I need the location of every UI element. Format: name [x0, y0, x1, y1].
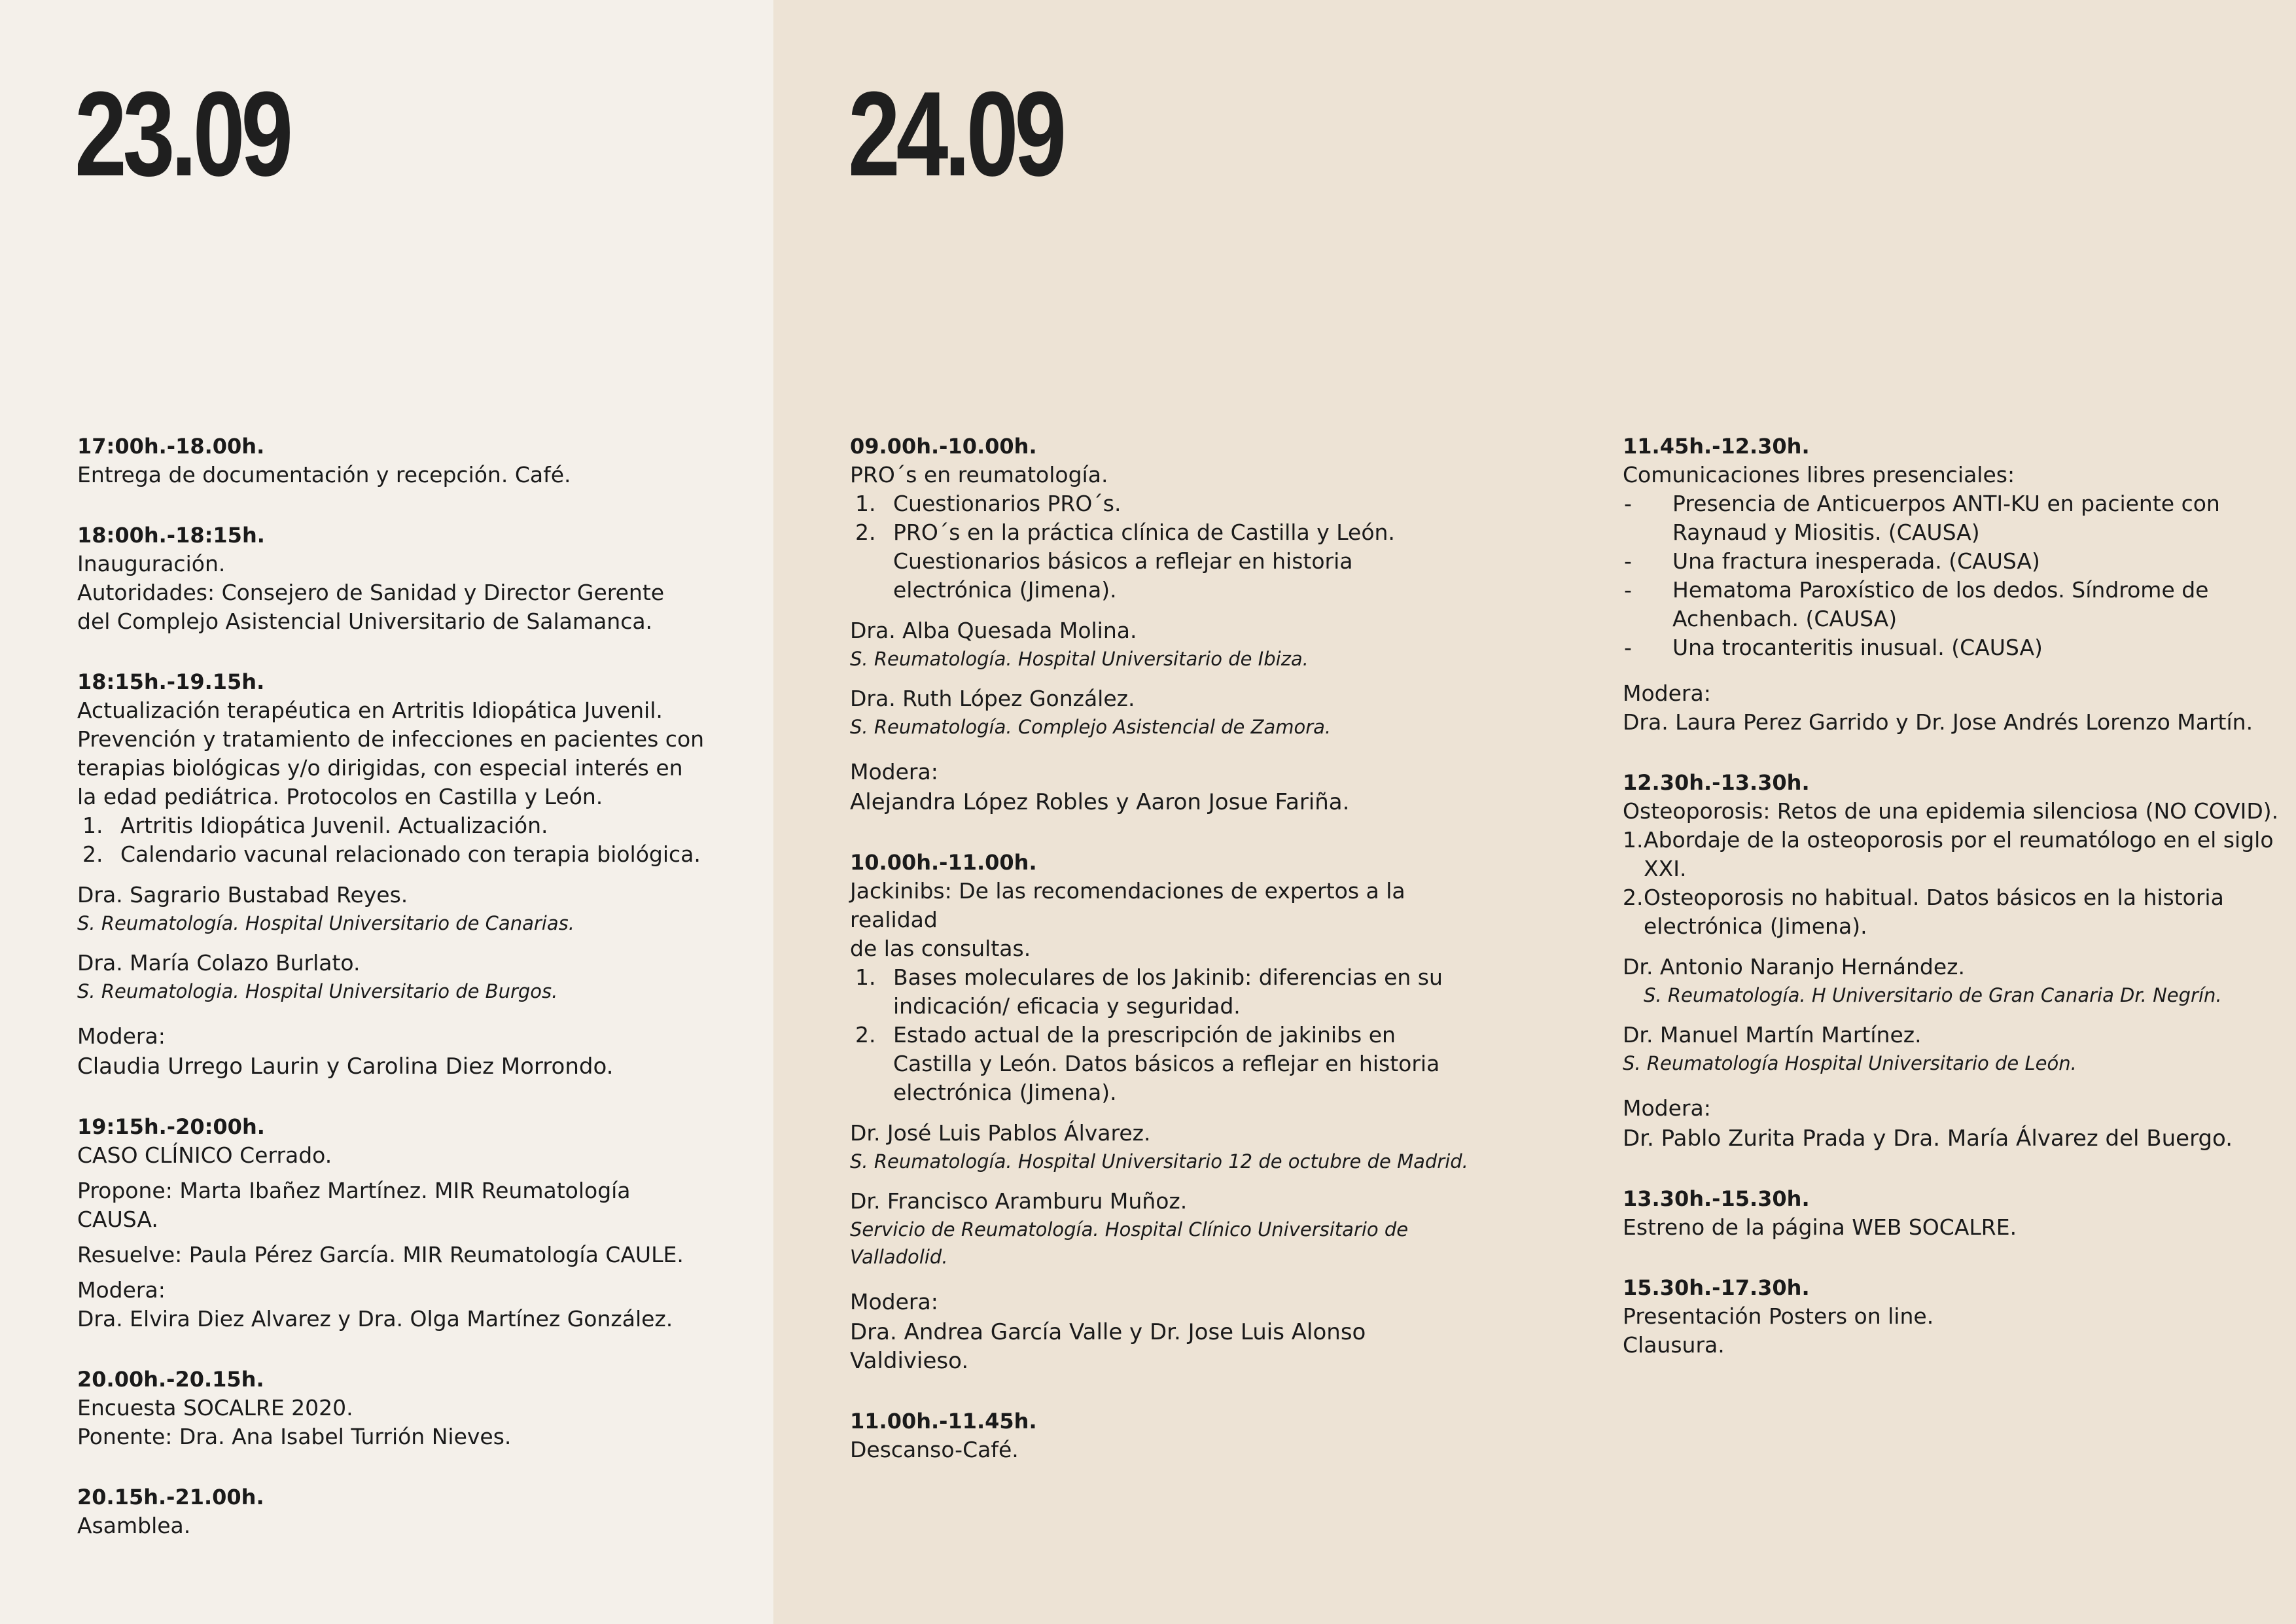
session-text: Estreno de la página WEB SOCALRE. — [1623, 1214, 2017, 1240]
session-text: Presentación Posters on line. — [1623, 1303, 1934, 1329]
moderator-label: Modera: — [850, 759, 938, 785]
speaker-affiliation: Servicio de Reumatología. Hospital Clínico Universitario de Valladolid. — [850, 1218, 1409, 1268]
session-text: PRO´s en reumatología. — [850, 462, 1108, 487]
session-text: Descanso-Café. — [850, 1437, 1019, 1462]
item-bullet: - — [1624, 577, 1632, 603]
list-item — [1623, 489, 2284, 547]
item-number: 2. — [82, 841, 103, 867]
topic-list — [77, 811, 705, 869]
session-time: 11.00h.-11.45h. — [850, 1409, 1037, 1434]
session-text: Actualización terapéutica en Artritis Idiopática Juvenil. — [77, 697, 663, 723]
session-text: Osteoporosis: Retos de una epidemia silenciosa (NO COVID). — [1623, 798, 2279, 824]
list-item — [850, 518, 1478, 605]
session-time: 10.00h.-11.00h. — [850, 850, 1037, 875]
list-item — [1623, 547, 2284, 576]
item-text: Abordaje de la osteoporosis por el reumatólogo en el siglo XXI. — [1644, 827, 2274, 881]
session-time: 11.45h.-12.30h. — [1623, 434, 1810, 459]
moderator-names: Dr. Pablo Zurita Prada y Dra. María Álvarez del Buergo. — [1623, 1125, 2233, 1152]
list-item — [77, 811, 705, 840]
item-number: 1. — [855, 964, 876, 990]
item-text: Cuestionarios PRO´s. — [893, 491, 1122, 516]
item-text: Artritis Idiopática Juvenil. Actualización. — [120, 813, 548, 838]
session — [77, 1112, 705, 1333]
list-item — [850, 963, 1478, 1021]
session — [77, 1483, 705, 1540]
item-bullet: - — [1624, 635, 1632, 660]
day1-date: 23.09 — [75, 66, 289, 201]
speaker-name: Dra. Ruth López González. — [850, 686, 1135, 711]
session-time: 15.30h.-17.30h. — [1623, 1275, 1810, 1300]
session-time: 20.00h.-20.15h. — [77, 1367, 264, 1392]
item-text: PRO´s en la práctica clínica de Castilla y León. Cuestionarios básicos a reflejar en historia electrónica (Jimena). — [893, 520, 1395, 603]
moderator-label: Modera: — [850, 1289, 938, 1315]
session-text: Ponente: Dra. Ana Isabel Turrión Nieves. — [77, 1424, 512, 1449]
item-bullet: - — [1624, 548, 1632, 574]
speaker-affiliation: S. Reumatología. H Universitario de Gran Canaria Dr. Negrín. — [1644, 984, 2222, 1006]
session-text: Entrega de documentación y recepción. Café. — [77, 462, 571, 487]
session-time: 19:15h.-20:00h. — [77, 1114, 265, 1139]
item-text: Calendario vacunal relacionado con terapia biológica. — [120, 841, 701, 867]
session-text: Encuesta SOCALRE 2020. — [77, 1395, 353, 1421]
item-text: Bases moleculares de los Jakinib: diferencias en su indicación/ eficacia y seguridad. — [893, 964, 1443, 1019]
speaker-affiliation: S. Reumatología. Hospital Universitario de Ibiza. — [850, 648, 1309, 670]
speaker-name: Dr. Antonio Naranjo Hernández. — [1623, 954, 1965, 980]
item-number: 1. — [1623, 827, 1644, 853]
session-text: Asamblea. — [77, 1513, 191, 1538]
speaker-name: Dra. Sagrario Bustabad Reyes. — [77, 882, 408, 908]
moderator-label: Modera: — [1623, 680, 1711, 706]
session-text: Resuelve: Paula Pérez García. MIR Reumatología CAULE. — [77, 1242, 684, 1267]
session — [77, 521, 705, 636]
item-bullet: - — [1624, 491, 1632, 516]
topic-list — [850, 963, 1478, 1107]
session — [850, 848, 1478, 1375]
session-text: de las consultas. — [850, 936, 1031, 961]
session-time: 18:15h.-19.15h. — [77, 669, 265, 694]
session — [850, 432, 1478, 817]
list-item — [850, 1021, 1478, 1107]
moderator-names: Dra. Laura Perez Garrido y Dr. Jose Andrés Lorenzo Martín. — [1623, 709, 2253, 735]
speaker-affiliation: S. Reumatología Hospital Universitario de León. — [1623, 1052, 2077, 1074]
session — [1623, 1184, 2284, 1242]
moderator-label: Modera: — [1623, 1095, 1711, 1121]
session-text: Jackinibs: De las recomendaciones de expertos a la realidad — [850, 878, 1405, 932]
day2-column-right — [1623, 432, 2284, 1391]
moderator-names: Dra. Elvira Diez Alvarez y Dra. Olga Martínez González. — [77, 1306, 673, 1332]
day2-column-left — [850, 432, 1478, 1496]
item-text: Hematoma Paroxístico de los dedos. Síndrome de Achenbach. (CAUSA) — [1672, 577, 2209, 631]
communications-list — [1623, 489, 2284, 662]
session — [1623, 1273, 2284, 1360]
speaker-affiliation: S. Reumatologia. Hospital Universitario de Burgos. — [77, 980, 558, 1002]
speaker-affiliation: S. Reumatología. Hospital Universitario 12 de octubre de Madrid. — [850, 1150, 1468, 1173]
session — [850, 1407, 1478, 1464]
session-time: 09.00h.-10.00h. — [850, 434, 1037, 459]
session-text: Propone: Marta Ibañez Martínez. MIR Reumatología CAUSA. — [77, 1178, 631, 1232]
session-text: CASO CLÍNICO Cerrado. — [77, 1142, 332, 1168]
moderator-names: Alejandra López Robles y Aaron Josue Fariña. — [850, 789, 1350, 815]
day2-date: 24.09 — [848, 66, 1063, 201]
list-item — [850, 489, 1478, 518]
speaker-name: Dr. Francisco Aramburu Muñoz. — [850, 1188, 1188, 1214]
moderator-label: Modera: — [77, 1277, 166, 1303]
speaker-name: Dra. María Colazo Burlato. — [77, 950, 361, 976]
session-text: del Complejo Asistencial Universitario de Salamanca. — [77, 609, 653, 634]
speaker-name: Dra. Alba Quesada Molina. — [850, 618, 1137, 643]
list-item — [1623, 576, 2284, 633]
day1-column — [77, 432, 705, 1572]
session-time: 12.30h.-13.30h. — [1623, 770, 1810, 795]
list-item — [1623, 633, 2284, 662]
speaker-affiliation: S. Reumatología. Complejo Asistencial de Zamora. — [850, 716, 1332, 738]
session — [1623, 432, 2284, 737]
list-item — [1623, 883, 2284, 941]
moderator-label: Modera: — [77, 1023, 166, 1049]
session-time: 18:00h.-18:15h. — [77, 523, 265, 548]
session — [77, 432, 705, 489]
session — [77, 1365, 705, 1451]
topic-list — [1623, 826, 2284, 941]
session-time: 20.15h.-21.00h. — [77, 1485, 264, 1509]
session-text: Autoridades: Consejero de Sanidad y Director Gerente — [77, 580, 665, 605]
item-number: 2. — [855, 1022, 876, 1048]
item-text: Una fractura inesperada. (CAUSA) — [1672, 548, 2040, 574]
session-text: Inauguración. — [77, 551, 226, 576]
list-item — [77, 840, 705, 869]
session-time: 13.30h.-15.30h. — [1623, 1186, 1810, 1211]
moderator-names: Claudia Urrego Laurin y Carolina Diez Morrondo. — [77, 1053, 614, 1080]
item-number: 1. — [855, 491, 876, 516]
moderator-names: Dra. Andrea García Valle y Dr. Jose Luis Alonso Valdivieso. — [850, 1319, 1366, 1374]
session-text: la edad pediátrica. Protocolos en Castilla y León. — [77, 784, 603, 809]
item-text: Estado actual de la prescripción de jakinibs en Castilla y León. Datos básicos a reflejar en historia electrónica (Jimena). — [893, 1022, 1440, 1105]
session-text: Clausura. — [1623, 1332, 1725, 1358]
session-text: Comunicaciones libres presenciales: — [1623, 462, 2015, 487]
topic-list — [850, 489, 1478, 605]
list-item — [1623, 826, 2284, 883]
item-text: Una trocanteritis inusual. (CAUSA) — [1672, 635, 2043, 660]
session — [77, 667, 705, 1081]
speaker-affiliation: S. Reumatología. Hospital Universitario de Canarias. — [77, 912, 574, 934]
item-text: Presencia de Anticuerpos ANTI-KU en paciente con Raynaud y Miositis. (CAUSA) — [1672, 491, 2220, 545]
speaker-name: Dr. José Luis Pablos Álvarez. — [850, 1120, 1151, 1146]
session-text: Prevención y tratamiento de infecciones en pacientes con — [77, 726, 705, 752]
item-number: 1. — [82, 813, 103, 838]
speaker-name: Dr. Manuel Martín Martínez. — [1623, 1022, 1922, 1048]
item-text: Osteoporosis no habitual. Datos básicos en la historia electrónica (Jimena). — [1644, 885, 2224, 939]
session-text: terapias biológicas y/o dirigidas, con especial interés en — [77, 755, 683, 781]
item-number: 2. — [855, 520, 876, 545]
session — [1623, 768, 2284, 1153]
item-number: 2. — [1623, 885, 1644, 910]
session-time: 17:00h.-18.00h. — [77, 434, 265, 459]
